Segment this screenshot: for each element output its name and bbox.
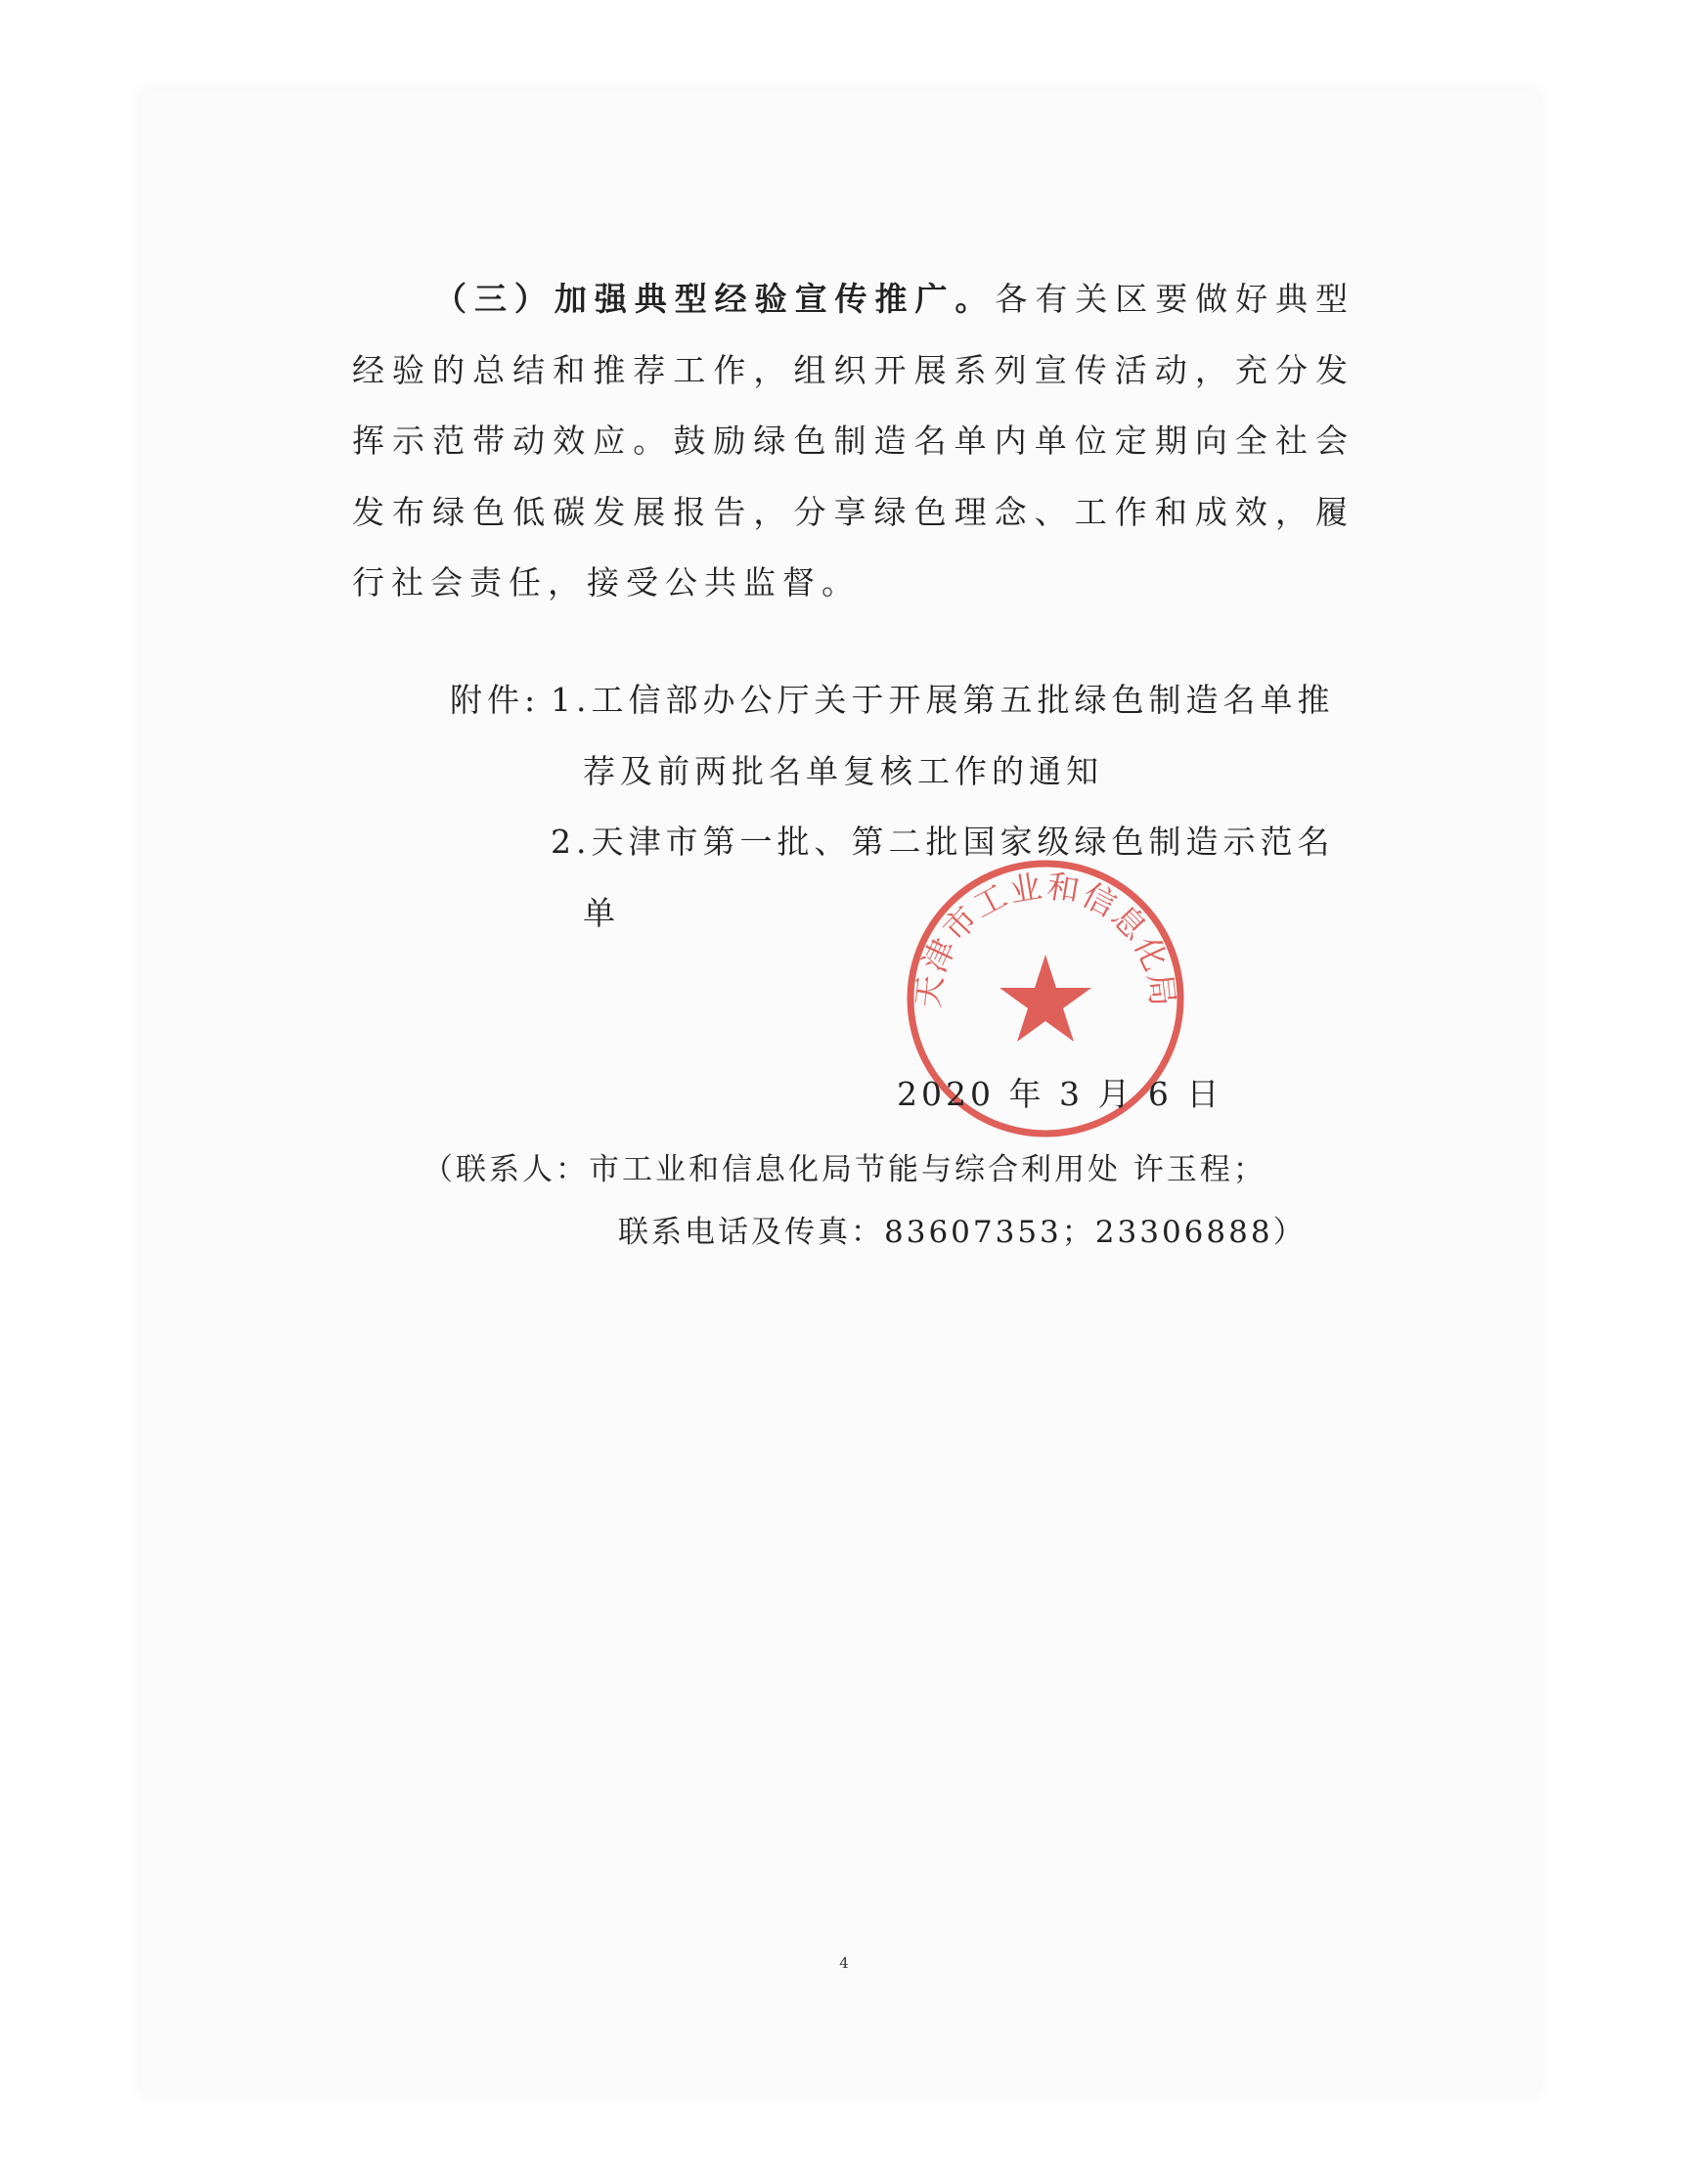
page-number: 4: [839, 1954, 849, 1972]
attachment-1-line-2: 荐及前两批名单复核工作的通知: [583, 751, 1103, 790]
section-paragraph: [352, 264, 1355, 619]
seal-star-icon: [999, 955, 1091, 1042]
contact-line-1: （联系人：市工业和信息化局节能与综合利用处 许玉程；: [422, 1152, 1266, 1187]
issue-date: 2020 年 3 月 6 日: [897, 1075, 1223, 1113]
contact-info: [422, 1138, 1342, 1264]
attachment-item-1: [551, 665, 1362, 807]
attachment-2-line-1: 2.天津市第一批、第二批国家级绿色制造示范名: [551, 823, 1335, 861]
attachment-2-line-2: 单: [583, 893, 620, 932]
attachments-label: 附件:: [450, 681, 541, 719]
attachment-1-line-1: 1.工信部办公厅关于开展第五批绿色制造名单推: [551, 681, 1335, 719]
section-heading: （三）加强典型经验宣传推广。: [434, 280, 996, 318]
seal-text: 天津市工业和信息化局: [908, 867, 1183, 1010]
section-body: 各有关区要做好典型经验的总结和推荐工作，组织开展系列宣传活动，充分发挥示范带动效应。鼓励绿色制造名单内单位定期向全社会发布绿色低碳发展报告，分享绿色理念、工作和成效，履行社会责任，接受公共监督。: [352, 280, 1355, 602]
contact-line-2: 联系电话及传真：83607353；23306888）: [618, 1215, 1307, 1250]
